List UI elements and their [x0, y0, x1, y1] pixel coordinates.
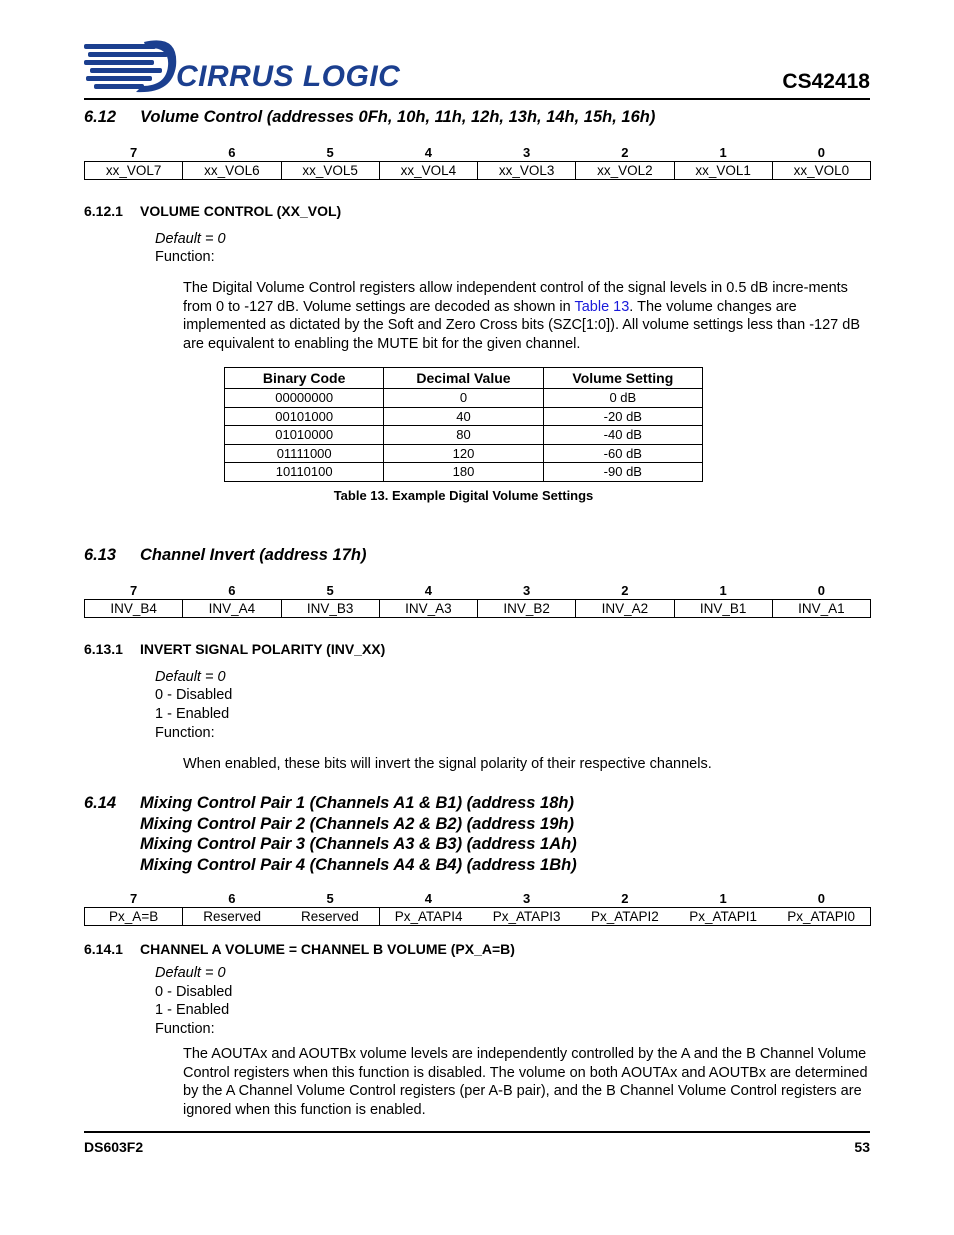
- volume-description: [183, 279, 870, 353]
- default-value: Default = 0: [155, 231, 226, 247]
- table-cell: 80: [384, 426, 543, 445]
- document-title: CS42418: [782, 70, 870, 93]
- bit-field: Px_A=B: [85, 908, 183, 926]
- bit-field: INV_B2: [478, 600, 576, 618]
- bit-field-row: [85, 600, 871, 618]
- bit-number: 0: [817, 582, 825, 598]
- cirrus-logic-logo: [84, 38, 404, 98]
- section-title: Mixing Control Pair 4 (Channels A4 & B4) (address 1Bh): [140, 855, 577, 874]
- bit-field: xx_VOL6: [183, 162, 281, 180]
- table-row: [225, 444, 703, 463]
- table-cell: 10110100: [225, 463, 384, 482]
- bit-number: 1: [719, 144, 727, 160]
- bit-field: Px_ATAPI0: [772, 908, 870, 926]
- section-number: 6.12: [84, 108, 117, 126]
- column-header: Volume Setting: [543, 368, 702, 389]
- mixing-description: The AOUTAx and AOUTBx volume levels are independently controlled by the A and the B Channel Volume Control registers when this function is disabled. The volume on both AOUTAx and AOUTBx are determined by the A Channel Volume Control registers (per A-B pair), and the B Channel Volume Control registers are ignored when this function is enabled.: [183, 1046, 868, 1118]
- section-title: Volume Control (addresses 0Fh, 10h, 11h, 12h, 13h, 14h, 15h, 16h): [140, 108, 656, 126]
- table-cell: 00101000: [225, 407, 384, 426]
- function-label: Function:: [155, 725, 215, 741]
- bit-number: 6: [228, 582, 236, 598]
- section-number: 6.14.1: [84, 941, 123, 957]
- option-disabled: 0 - Disabled: [155, 687, 233, 703]
- bit-number: 7: [130, 582, 138, 598]
- section-title: Mixing Control Pair 3 (Channels A3 & B3) (address 1Ah): [140, 835, 577, 853]
- page-number: 53: [854, 1139, 870, 1155]
- bit-field: xx_VOL3: [478, 162, 576, 180]
- section-number: 6.13.1: [84, 641, 123, 657]
- option-disabled: 0 - Disabled: [155, 984, 233, 1000]
- section-6-12-1-heading: [84, 203, 341, 219]
- bit-field: Reserved: [183, 908, 281, 926]
- section-6-13-heading: [84, 546, 366, 565]
- table-cell: 01111000: [225, 444, 384, 463]
- bit-number-row: [85, 144, 871, 162]
- table-cell: 0 dB: [543, 389, 702, 408]
- bit-number: 7: [130, 890, 138, 906]
- footer-rule: [84, 1131, 870, 1133]
- bit-field: xx_VOL4: [379, 162, 477, 180]
- table-cell: 0: [384, 389, 543, 408]
- section-6-13-1-heading: [84, 641, 385, 657]
- bit-field: xx_VOL7: [85, 162, 183, 180]
- bit-number: 0: [817, 144, 825, 160]
- bit-number: 1: [719, 890, 727, 906]
- bit-field: INV_A3: [379, 600, 477, 618]
- bit-number: 3: [523, 144, 531, 160]
- bit-number: 6: [228, 144, 236, 160]
- para-text: The Digital Volume Control registers allow independent control of the signal levels in 0.5 dB incre-ments from 0 to -127 dB. Volume settings are decoded as shown in: [183, 280, 848, 315]
- bit-field: INV_A4: [183, 600, 281, 618]
- table-cell: 180: [384, 463, 543, 482]
- channel-invert-register-table: [84, 582, 871, 618]
- bit-field: INV_A2: [576, 600, 674, 618]
- table-row: [225, 407, 703, 426]
- table-cell: -90 dB: [543, 463, 702, 482]
- bit-field: INV_A1: [772, 600, 870, 618]
- function-label: Function:: [155, 249, 215, 265]
- section-number: 6.14: [84, 794, 117, 812]
- function-label: Function:: [155, 1021, 215, 1037]
- bit-field: INV_B4: [85, 600, 183, 618]
- default-value: Default = 0: [155, 669, 226, 685]
- bit-field: INV_B1: [674, 600, 772, 618]
- option-enabled: 1 - Enabled: [155, 1002, 230, 1018]
- table-cell: 120: [384, 444, 543, 463]
- table-caption: Table 13. Example Digital Volume Settings: [333, 488, 594, 503]
- section-6-14-number: [84, 794, 140, 813]
- table-cell: -40 dB: [543, 426, 702, 445]
- table-cell: 01010000: [225, 426, 384, 445]
- bit-number: 4: [424, 890, 432, 906]
- section-title: Channel Invert (address 17h): [140, 546, 367, 564]
- table-row: [225, 463, 703, 482]
- section-6-12-heading: [84, 108, 655, 127]
- bit-field-row: [85, 908, 871, 926]
- column-header: Decimal Value: [384, 368, 543, 389]
- table-13-link[interactable]: Table 13: [574, 298, 630, 315]
- bit-number: 5: [326, 582, 334, 598]
- header-rule: [84, 98, 870, 100]
- bit-number: 2: [621, 890, 629, 906]
- table-cell: -20 dB: [543, 407, 702, 426]
- bit-field-row: [85, 162, 871, 180]
- bit-field: Px_ATAPI3: [478, 908, 576, 926]
- bit-number: 3: [523, 582, 531, 598]
- default-value: Default = 0: [155, 965, 226, 981]
- section-title: VOLUME CONTROL (XX_VOL): [140, 203, 342, 219]
- table-cell: 00000000: [225, 389, 384, 408]
- logo-wordmark: CIRRUS LOGIC: [176, 60, 401, 93]
- table-cell: -60 dB: [543, 444, 702, 463]
- bit-field: INV_B3: [281, 600, 379, 618]
- volume-settings-table: [224, 367, 703, 482]
- bit-number: 5: [326, 890, 334, 906]
- bit-field: Reserved: [281, 908, 379, 926]
- bit-field: xx_VOL5: [281, 162, 379, 180]
- section-6-14-1-heading: [84, 941, 515, 957]
- bit-number: 5: [326, 144, 334, 160]
- bit-field: Px_ATAPI4: [379, 908, 477, 926]
- document-id: DS603F2: [84, 1139, 144, 1155]
- bit-field: xx_VOL2: [576, 162, 674, 180]
- invert-description: When enabled, these bits will invert the signal polarity of their respective channels.: [183, 756, 712, 772]
- bit-number: 6: [228, 890, 236, 906]
- table-cell: 40: [384, 407, 543, 426]
- section-title: CHANNEL A VOLUME = CHANNEL B VOLUME (PX_A=B): [140, 941, 515, 957]
- para-text: . The volume changes are implemented as dictated by the Soft and Zero Cross bits (SZC[1:0]). All volume settings less than -127 dB are equivalent to enabling the MUTE bit for the given channel.: [183, 298, 860, 352]
- section-title: INVERT SIGNAL POLARITY (INV_XX): [140, 641, 386, 657]
- section-number: 6.13: [84, 546, 117, 564]
- table-row: [225, 389, 703, 408]
- bit-field: Px_ATAPI1: [674, 908, 772, 926]
- bit-number: 4: [424, 582, 432, 598]
- bit-field: xx_VOL1: [674, 162, 772, 180]
- bit-number-row: [85, 890, 871, 908]
- volume-register-table: [84, 144, 871, 180]
- table-header-row: [225, 368, 703, 389]
- bit-number: 2: [621, 144, 629, 160]
- bit-number-row: [85, 582, 871, 600]
- bit-number: 4: [424, 144, 432, 160]
- bit-number: 1: [719, 582, 727, 598]
- bit-field: xx_VOL0: [772, 162, 870, 180]
- section-title: Mixing Control Pair 2 (Channels A2 & B2) (address 19h): [140, 814, 574, 833]
- column-header: Binary Code: [225, 368, 384, 389]
- section-6-14-titles: [140, 793, 577, 875]
- section-title: Mixing Control Pair 1 (Channels A1 & B1) (address 18h): [140, 794, 574, 812]
- bit-field: Px_ATAPI2: [576, 908, 674, 926]
- bit-number: 3: [523, 890, 531, 906]
- table-row: [225, 426, 703, 445]
- option-enabled: 1 - Enabled: [155, 706, 230, 722]
- bit-number: 0: [817, 890, 825, 906]
- section-number: 6.12.1: [84, 203, 123, 219]
- bit-number: 2: [621, 582, 629, 598]
- bit-number: 7: [130, 144, 138, 160]
- mixing-control-register-table: [84, 890, 871, 926]
